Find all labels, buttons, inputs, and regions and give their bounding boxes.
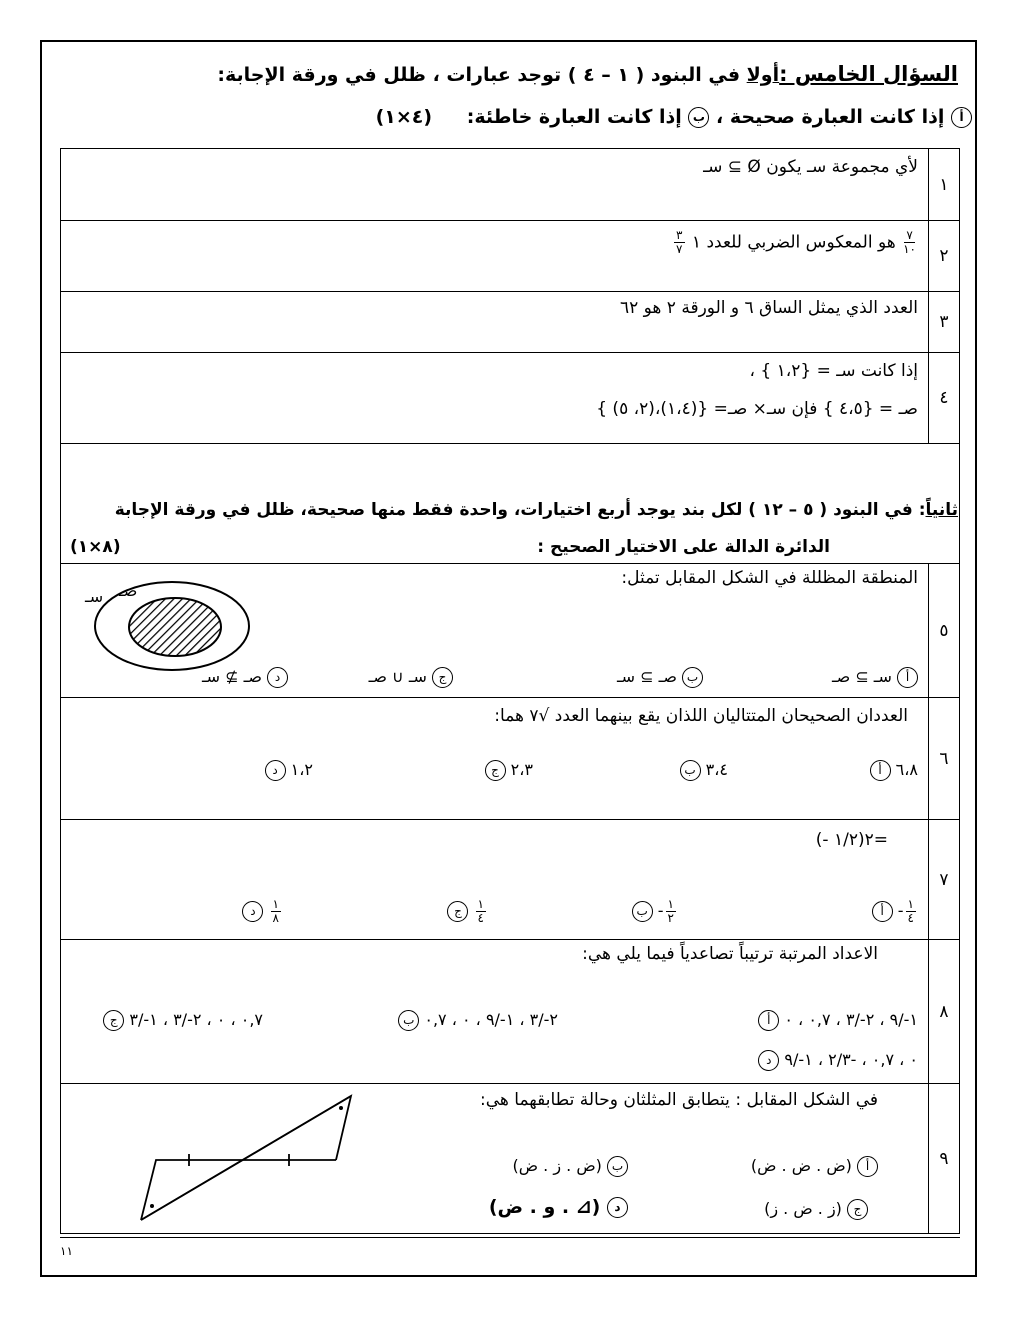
header-line-2 — [376, 106, 972, 128]
part1-label: أولا — [746, 64, 780, 86]
item3-number: ٣ — [929, 292, 960, 353]
part2-table — [60, 563, 960, 1234]
table-row — [61, 1084, 960, 1234]
item2-fraction-1: $\frac{٧}{١٠}$ — [903, 228, 916, 256]
q6-number: ٦ — [929, 698, 960, 820]
q9-option-d[interactable]: د (⊿ . و . ض) — [489, 1196, 628, 1218]
item4-line2: صـ = {٤،٥ } فإن سـ× صـ= {(١،٤)،(٢، ٥) } — [596, 399, 918, 419]
item2-text: $\frac{٧}{١٠}$ هو المعكوس الضربي للعدد ١ $\frac{٣}{٧}$ — [676, 228, 916, 256]
item2-text-cell — [61, 221, 929, 292]
part1-instruction: في البنود ( ١ – ٤ ) توجد عبارات ، ظلل في ورقة الإجابة: — [217, 64, 741, 86]
item1-text-cell — [61, 149, 929, 221]
q6-cell — [61, 698, 929, 820]
part2-instruction-line2: الدائرة الدالة على الاختيار الصحيح : — [537, 537, 830, 557]
item4-text-cell — [61, 353, 929, 444]
part2-instruction-line1: ثانياً: في البنود ( ٥ – ١٢ ) لكل بند يوجد أربع اختيارات، واحدة فقط منها صحيحة، ظلل في ورقة الإجابة — [114, 500, 958, 520]
item4-line1: إذا كانت سـ = {١،٢ } ، — [749, 361, 918, 381]
table-row — [61, 564, 960, 698]
q8-text: الاعداد المرتبة ترتيباً تصاعدياً فيما يلي هي: — [582, 944, 878, 964]
item1-text: لأي مجموعة سـ يكون Ø ⊇ سـ — [703, 157, 918, 177]
q5-option-a[interactable]: أ سـ ⊇ صـ — [832, 667, 918, 688]
q5-number: ٥ — [929, 564, 960, 698]
q6-text: العددان الصحيحان المتتاليان اللذان يقع بينهما العدد √٧ هما: — [494, 706, 908, 726]
q5-venn-diagram — [81, 572, 281, 672]
q7-number: ٧ — [929, 820, 960, 940]
venn-outer-label: سـ — [85, 587, 104, 606]
q6-option-a[interactable]: أ ٦،٨ — [870, 760, 918, 781]
question-title: السؤال الخامس : — [779, 62, 958, 86]
q8-option-b[interactable]: ب ٢-/٣ ، ١-/٩ ، ٠ ، ٠,٧ — [398, 1010, 558, 1031]
q8-option-a[interactable]: أ ١-/٩ ، ٢-/٣ ، ٠,٧ ، ٠ — [758, 1010, 918, 1031]
angle-dot — [150, 1204, 154, 1208]
q7-option-b[interactable]: ب - $\frac{١}{٢}$ — [632, 898, 678, 925]
footer-rule — [60, 1237, 960, 1238]
q9-option-c[interactable]: ج (ز . ض . ز) — [764, 1199, 868, 1220]
q8-option-c[interactable]: ج ٠,٧ ، ٠ ، ٢-/٣ ، ١-/٣ — [103, 1010, 263, 1031]
q6-option-c[interactable]: ج ٢،٣ — [485, 760, 533, 781]
shared-diagonal — [141, 1096, 351, 1220]
q5-text: المنطقة المظللة في الشكل المقابل تمثل: — [621, 568, 918, 588]
table-row — [61, 698, 960, 820]
header-line-1 — [217, 62, 958, 86]
venn-inner-label: صـ — [119, 581, 138, 600]
q8-cell — [61, 940, 929, 1084]
part2-marks: (٨×١) — [70, 537, 121, 557]
table-row — [61, 292, 960, 353]
part2-label: ثانياً — [925, 500, 958, 520]
page-number: ١١ — [60, 1244, 73, 1258]
item2-fraction-2: $\frac{٣}{٧}$ — [676, 228, 683, 256]
q6-option-b[interactable]: ب ٣،٤ — [680, 760, 728, 781]
q5-option-d[interactable]: د صـ ⊉ سـ — [202, 667, 288, 688]
q6-option-d[interactable]: د ١،٢ — [265, 760, 313, 781]
q8-number: ٨ — [929, 940, 960, 1084]
q9-option-a[interactable]: أ (ض . ض . ض) — [751, 1156, 878, 1177]
option-b-mark: ب — [688, 107, 709, 128]
q9-triangles-figure — [131, 1090, 361, 1230]
item2-number: ٢ — [929, 221, 960, 292]
item4-number: ٤ — [929, 353, 960, 444]
q7-expression: (- ١/٢)٢= — [815, 830, 888, 850]
item3-text-cell — [61, 292, 929, 353]
item3-text: العدد الذي يمثل الساق ٦ و الورقة ٢ هو ٦٢ — [619, 298, 918, 318]
q7-cell — [61, 820, 929, 940]
angle-dot — [339, 1106, 343, 1110]
part1-table — [60, 148, 960, 444]
q9-number: ٩ — [929, 1084, 960, 1234]
option-a-mark: أ — [951, 107, 972, 128]
option-a-text: إذا كانت العبارة صحيحة ، — [716, 106, 945, 128]
venn-inner-set — [129, 598, 221, 656]
table-row — [61, 940, 960, 1084]
q7-option-a[interactable]: أ - $\frac{١}{٤}$ — [872, 898, 918, 925]
table-row — [61, 353, 960, 444]
q7-option-c[interactable]: ج $\frac{١}{٤}$ — [447, 898, 488, 925]
triangle-1 — [141, 1160, 336, 1220]
q7-option-d[interactable]: د $\frac{١}{٨}$ — [242, 898, 283, 925]
q9-option-b[interactable]: ب (ض . ز . ض) — [512, 1156, 628, 1177]
q5-option-c[interactable]: ج سـ ∪ صـ — [369, 667, 453, 688]
item1-number: ١ — [929, 149, 960, 221]
table-row — [61, 149, 960, 221]
q8-option-d[interactable]: د ٠ ، ٠,٧ ، -٢/٣ ، ١-/٩ — [758, 1050, 918, 1071]
q9-cell — [61, 1084, 929, 1234]
part1-marks: (٤×١) — [375, 106, 433, 128]
q5-option-b[interactable]: ب صـ ⊇ سـ — [617, 667, 703, 688]
q9-text: في الشكل المقابل : يتطابق المثلثان وحالة تطابقهما هي: — [480, 1090, 878, 1110]
table-row — [61, 820, 960, 940]
q5-cell — [61, 564, 929, 698]
option-b-text: إذا كانت العبارة خاطئة: — [466, 106, 682, 128]
table-row — [61, 221, 960, 292]
